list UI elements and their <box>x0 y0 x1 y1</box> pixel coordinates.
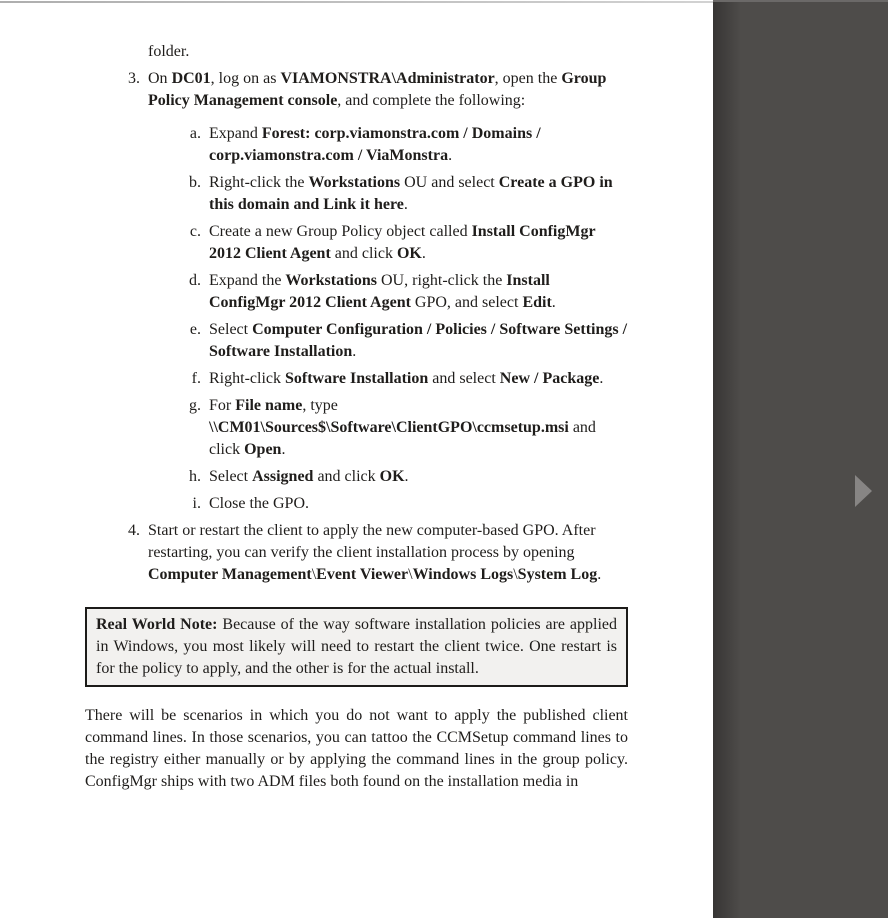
list-item-text: On DC01, log on as VIAMONSTRA\Administrator, open the Group Policy Management console, and complete the following: <box>148 70 607 109</box>
list-marker: c. <box>189 223 201 240</box>
list-item <box>85 221 628 265</box>
list-item <box>85 270 628 314</box>
list-marker: d. <box>189 272 201 289</box>
list-item <box>85 172 628 216</box>
list-item <box>85 123 628 167</box>
list-marker: b. <box>189 174 201 191</box>
list-item-text: Select Assigned and click OK. <box>209 468 409 485</box>
list-item-text: Select Computer Configuration / Policies / Software Settings / Software Installation. <box>209 321 628 360</box>
list-marker: 4. <box>128 522 140 539</box>
list-item <box>85 368 628 390</box>
list-item <box>85 395 628 461</box>
list-item <box>85 466 628 488</box>
real-world-note-box <box>85 607 628 687</box>
numbered-item-4 <box>85 520 628 586</box>
next-page-arrow-icon[interactable] <box>855 475 872 507</box>
list-item-text: For File name, type \\CM01\Sources$\Software\ClientGPO\ccmsetup.msi and click Open. <box>209 397 596 458</box>
closing-paragraph: There will be scenarios in which you do not want to apply the published client command lines. In those scenarios, you can tattoo the CCMSetup command lines to the registry either manually or by applying the command lines in the group policy. ConfigMgr ships with two ADM files both found on the installation media in <box>85 707 628 790</box>
list-item <box>85 493 628 515</box>
list-item-text: Right-click Software Installation and select New / Package. <box>209 370 604 387</box>
list-item-text: Close the GPO. <box>209 495 309 512</box>
continuation-line: folder. <box>148 43 190 60</box>
list-item-text: Right-click the Workstations OU and select Create a GPO in this domain and Link it here. <box>209 174 613 213</box>
sub-list <box>85 123 628 515</box>
page-content <box>85 41 628 793</box>
list-marker: g. <box>189 397 201 414</box>
note-text: Real World Note: Because of the way software installation policies are applied in Windows, you most likely will need to restart the client twice. One restart is for the policy to apply, and the other is for the actual install. <box>96 616 618 677</box>
numbered-item-3 <box>85 68 628 112</box>
list-marker: a. <box>189 125 201 142</box>
list-item-text: Expand the Workstations OU, right-click the Install ConfigMgr 2012 Client Agent GPO, and select Edit. <box>209 272 556 311</box>
list-marker: e. <box>189 321 201 338</box>
list-marker: f. <box>191 370 201 387</box>
list-item-text: Create a new Group Policy object called Install ConfigMgr 2012 Client Agent and click OK. <box>209 223 596 262</box>
list-item-text: Expand Forest: corp.viamonstra.com / Domains / corp.viamonstra.com / ViaMonstra. <box>209 125 541 164</box>
list-item-text: Start or restart the client to apply the new computer-based GPO. After restarting, you can verify the client installation process by opening Computer Management\Event Viewer\Windows Logs\System Log. <box>148 522 602 583</box>
list-marker: h. <box>189 468 201 485</box>
viewer-sidebar <box>713 0 888 918</box>
list-marker: i. <box>192 495 201 512</box>
list-marker: 3. <box>128 70 140 87</box>
list-item <box>85 319 628 363</box>
